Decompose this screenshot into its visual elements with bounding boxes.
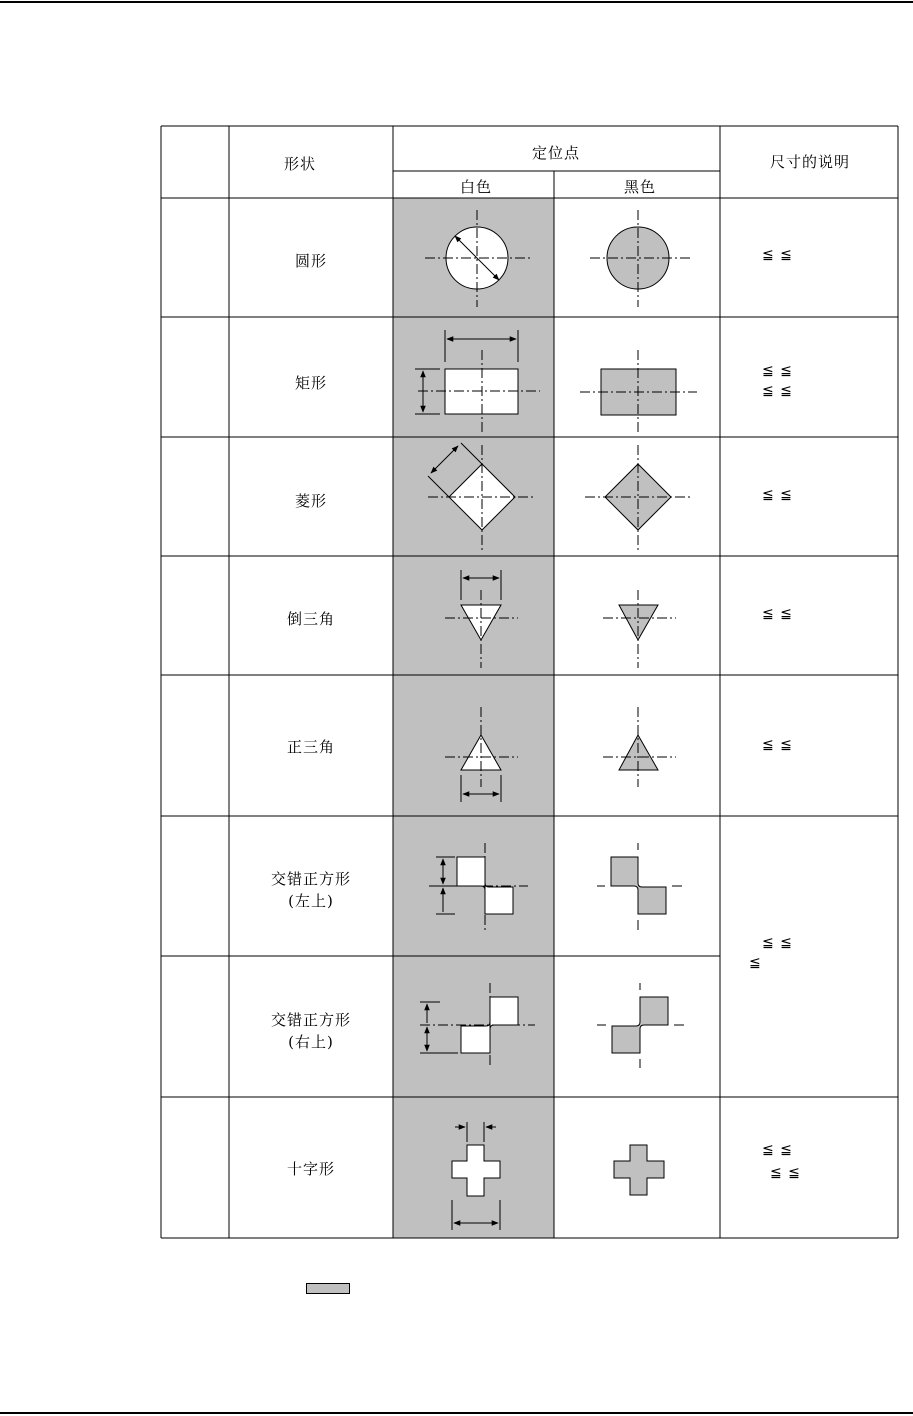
legend-gray-swatch bbox=[306, 1283, 350, 1294]
header-black: 黑色 bbox=[623, 178, 657, 196]
shape-name-stagger-left-note: (左上) bbox=[288, 892, 334, 910]
dim-rectangle-1: ≦ ≦ bbox=[762, 363, 793, 379]
dim-inverted-triangle: ≦ ≦ bbox=[762, 606, 793, 622]
header-locator: 定位点 bbox=[531, 144, 581, 162]
shape-name-circle: 圆形 bbox=[294, 252, 328, 270]
shape-name-cross: 十字形 bbox=[286, 1160, 336, 1178]
header-size-note: 尺寸的说明 bbox=[769, 153, 851, 171]
shape-name-stagger-right-note: (右上) bbox=[288, 1033, 334, 1051]
dim-stagger-1: ≦ ≦ bbox=[762, 935, 793, 951]
inverted-triangle-black-diagram bbox=[603, 590, 676, 668]
header-shape: 形状 bbox=[283, 155, 317, 173]
diamond-black-diagram bbox=[585, 445, 692, 550]
cross-black-diagram bbox=[614, 1145, 664, 1195]
shape-name-stagger-right: 交错正方形 bbox=[270, 1011, 352, 1029]
stagger-left-black-diagram bbox=[597, 843, 682, 930]
shape-name-triangle: 正三角 bbox=[286, 738, 336, 756]
shape-name-rectangle: 矩形 bbox=[294, 374, 328, 392]
dim-stagger-2: ≦ bbox=[749, 955, 762, 971]
dim-rectangle-2: ≦ ≦ bbox=[762, 383, 793, 399]
shape-name-diamond: 菱形 bbox=[294, 492, 328, 510]
dim-triangle: ≦ ≦ bbox=[762, 737, 793, 753]
circle-black-diagram bbox=[590, 210, 690, 307]
shape-name-stagger-left: 交错正方形 bbox=[270, 870, 352, 888]
dim-cross-2: ≦ ≦ bbox=[770, 1165, 801, 1181]
rectangle-black-diagram bbox=[580, 350, 697, 432]
triangle-black-diagram bbox=[603, 707, 676, 787]
shape-name-inverted-triangle: 倒三角 bbox=[286, 610, 336, 628]
dim-diamond: ≦ ≦ bbox=[762, 487, 793, 503]
dim-circle: ≦ ≦ bbox=[762, 247, 793, 263]
stagger-right-black-diagram bbox=[597, 983, 684, 1068]
dim-cross-1: ≦ ≦ bbox=[762, 1142, 793, 1158]
white-column-background bbox=[393, 198, 554, 1238]
header-white: 白色 bbox=[459, 178, 493, 196]
